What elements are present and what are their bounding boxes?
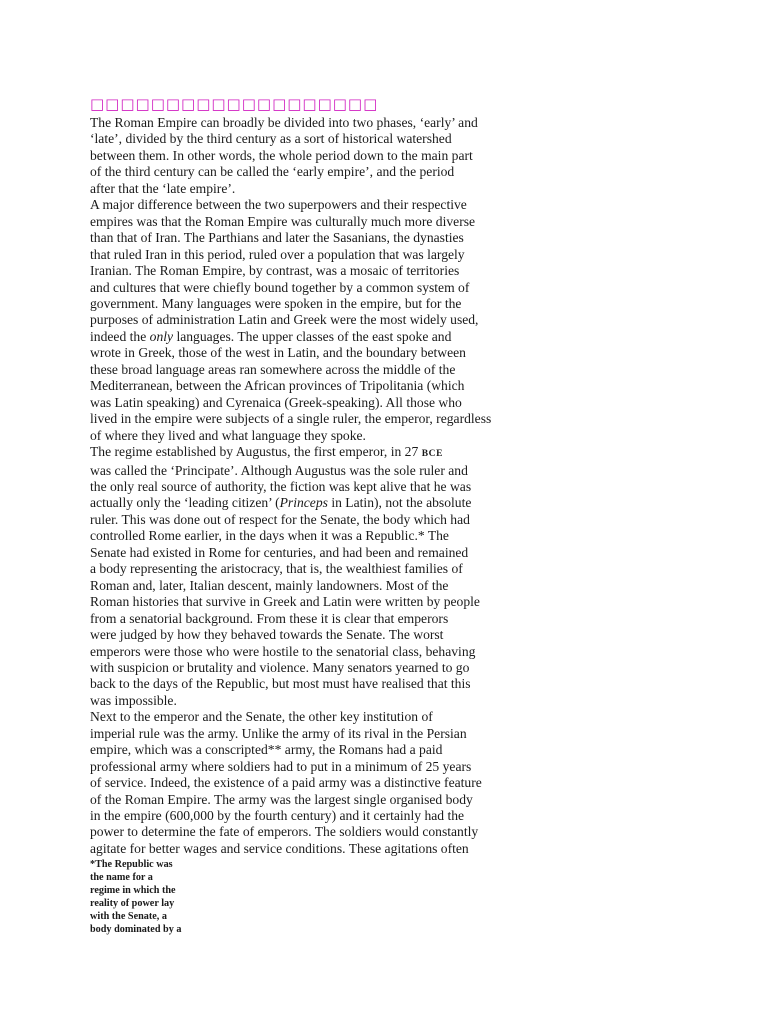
footnote-line: *The Republic was	[90, 859, 173, 871]
page-heading: □□□□□□□□□□□□□□□□□□□	[90, 95, 379, 113]
text-line: back to the days of the Republic, but most must have realised that this	[90, 676, 471, 692]
text-line: with suspicion or brutality and violence. Many senators yearned to go	[90, 659, 470, 675]
text-line: Roman histories that survive in Greek and Latin were written by people	[90, 594, 480, 610]
document-page	[90, 94, 510, 937]
text-line: and cultures that were chiefly bound together by a common system of	[90, 279, 470, 295]
text-line: imperial rule was the army. Unlike the army of its rival in the Persian	[90, 725, 467, 741]
text-line: was Latin speaking) and Cyrenaica (Greek-speaking). All those who	[90, 394, 462, 410]
text-line: wrote in Greek, those of the west in Latin, and the boundary between	[90, 345, 466, 361]
text-line: empires was that the Roman Empire was culturally much more diverse	[90, 213, 476, 229]
text-segment: actually only the ‘leading citizen’ (	[90, 495, 280, 511]
text-line: after that the ‘late empire’.	[90, 180, 236, 196]
text-line: was called the ‘Principate’. Although Augustus was the sole ruler and	[90, 462, 468, 478]
text-line: agitate for better wages and service conditions. These agitations often	[90, 840, 469, 856]
text-line: professional army where soldiers had to put in a minimum of 25 years	[90, 758, 472, 774]
text-line: the only real source of authority, the fiction was kept alive that he was	[90, 478, 472, 494]
text-line	[90, 329, 510, 345]
text-line: from a senatorial background. From these it is clear that emperors	[90, 610, 449, 626]
body-text	[90, 115, 510, 857]
text-segment: The regime established by Augustus, the first emperor, in 27	[90, 444, 422, 460]
text-line: Roman and, later, Italian descent, mainly landowners. Most of the	[90, 577, 449, 593]
italic-term: Princeps	[279, 495, 328, 511]
text-line: of where they lived and what language they spoke.	[90, 427, 366, 443]
text-line: Mediterranean, between the African provinces of Tripolitania (which	[90, 378, 465, 394]
text-line: of service. Indeed, the existence of a paid army was a distinctive feature	[90, 775, 482, 791]
footnote-line: with the Senate, a	[90, 911, 167, 923]
era-abbreviation: BCE	[421, 449, 444, 460]
text-line: emperors were those who were hostile to the senatorial class, behaving	[90, 643, 476, 659]
text-line: lived in the empire were subjects of a single ruler, the emperor, regardless	[90, 411, 492, 427]
text-line: ruler. This was done out of respect for the Senate, the body which had	[90, 511, 470, 527]
text-line: ‘late’, divided by the third century as a sort of historical watershed	[90, 131, 452, 147]
text-line: a body representing the aristocracy, that is, the wealthiest families of	[90, 561, 463, 577]
footnote-line: regime in which the	[90, 885, 176, 897]
text-line: power to determine the fate of emperors. The soldiers would constantly	[90, 824, 479, 840]
footnote-line: reality of power lay	[90, 898, 175, 910]
text-segment: indeed the	[90, 328, 150, 344]
text-segment: in Latin), not the absolute	[327, 495, 472, 511]
text-line: of the Roman Empire. The army was the largest single organised body	[90, 791, 473, 807]
footnote-line: the name for a	[90, 872, 153, 884]
text-line: between them. In other words, the whole period down to the main part	[90, 147, 473, 163]
text-line: were judged by how they behaved towards the Senate. The worst	[90, 627, 444, 643]
text-line: purposes of administration Latin and Greek were the most widely used,	[90, 312, 479, 328]
text-line: in the empire (600,000 by the fourth century) and it certainly had the	[90, 808, 465, 824]
text-line: was impossible.	[90, 692, 177, 708]
text-line: government. Many languages were spoken in the empire, but for the	[90, 295, 462, 311]
text-line	[90, 444, 510, 462]
text-line: of the third century can be called the ‘early empire’, and the period	[90, 164, 455, 180]
text-line: Next to the emperor and the Senate, the other key institution of	[90, 709, 433, 725]
text-line: these broad language areas ran somewhere across the middle of the	[90, 361, 456, 377]
footnote	[90, 859, 240, 936]
italic-term: only	[149, 328, 174, 344]
text-line: than that of Iran. The Parthians and later the Sasanians, the dynasties	[90, 230, 464, 246]
text-line: empire, which was a conscripted** army, the Romans had a paid	[90, 742, 443, 758]
text-line: A major difference between the two superpowers and their respective	[90, 197, 467, 213]
text-line	[90, 495, 510, 511]
text-line: Senate had existed in Rome for centuries, and had been and remained	[90, 544, 469, 560]
text-segment: languages. The upper classes of the east spoke and	[173, 328, 452, 344]
footnote-line: body dominated by a	[90, 923, 182, 935]
text-line: The Roman Empire can broadly be divided into two phases, ‘early’ and	[90, 115, 478, 130]
text-line: Iranian. The Roman Empire, by contrast, was a mosaic of territories	[90, 263, 460, 279]
text-line: that ruled Iran in this period, ruled over a population that was largely	[90, 246, 465, 262]
text-line: controlled Rome earlier, in the days when it was a Republic.* The	[90, 528, 449, 544]
